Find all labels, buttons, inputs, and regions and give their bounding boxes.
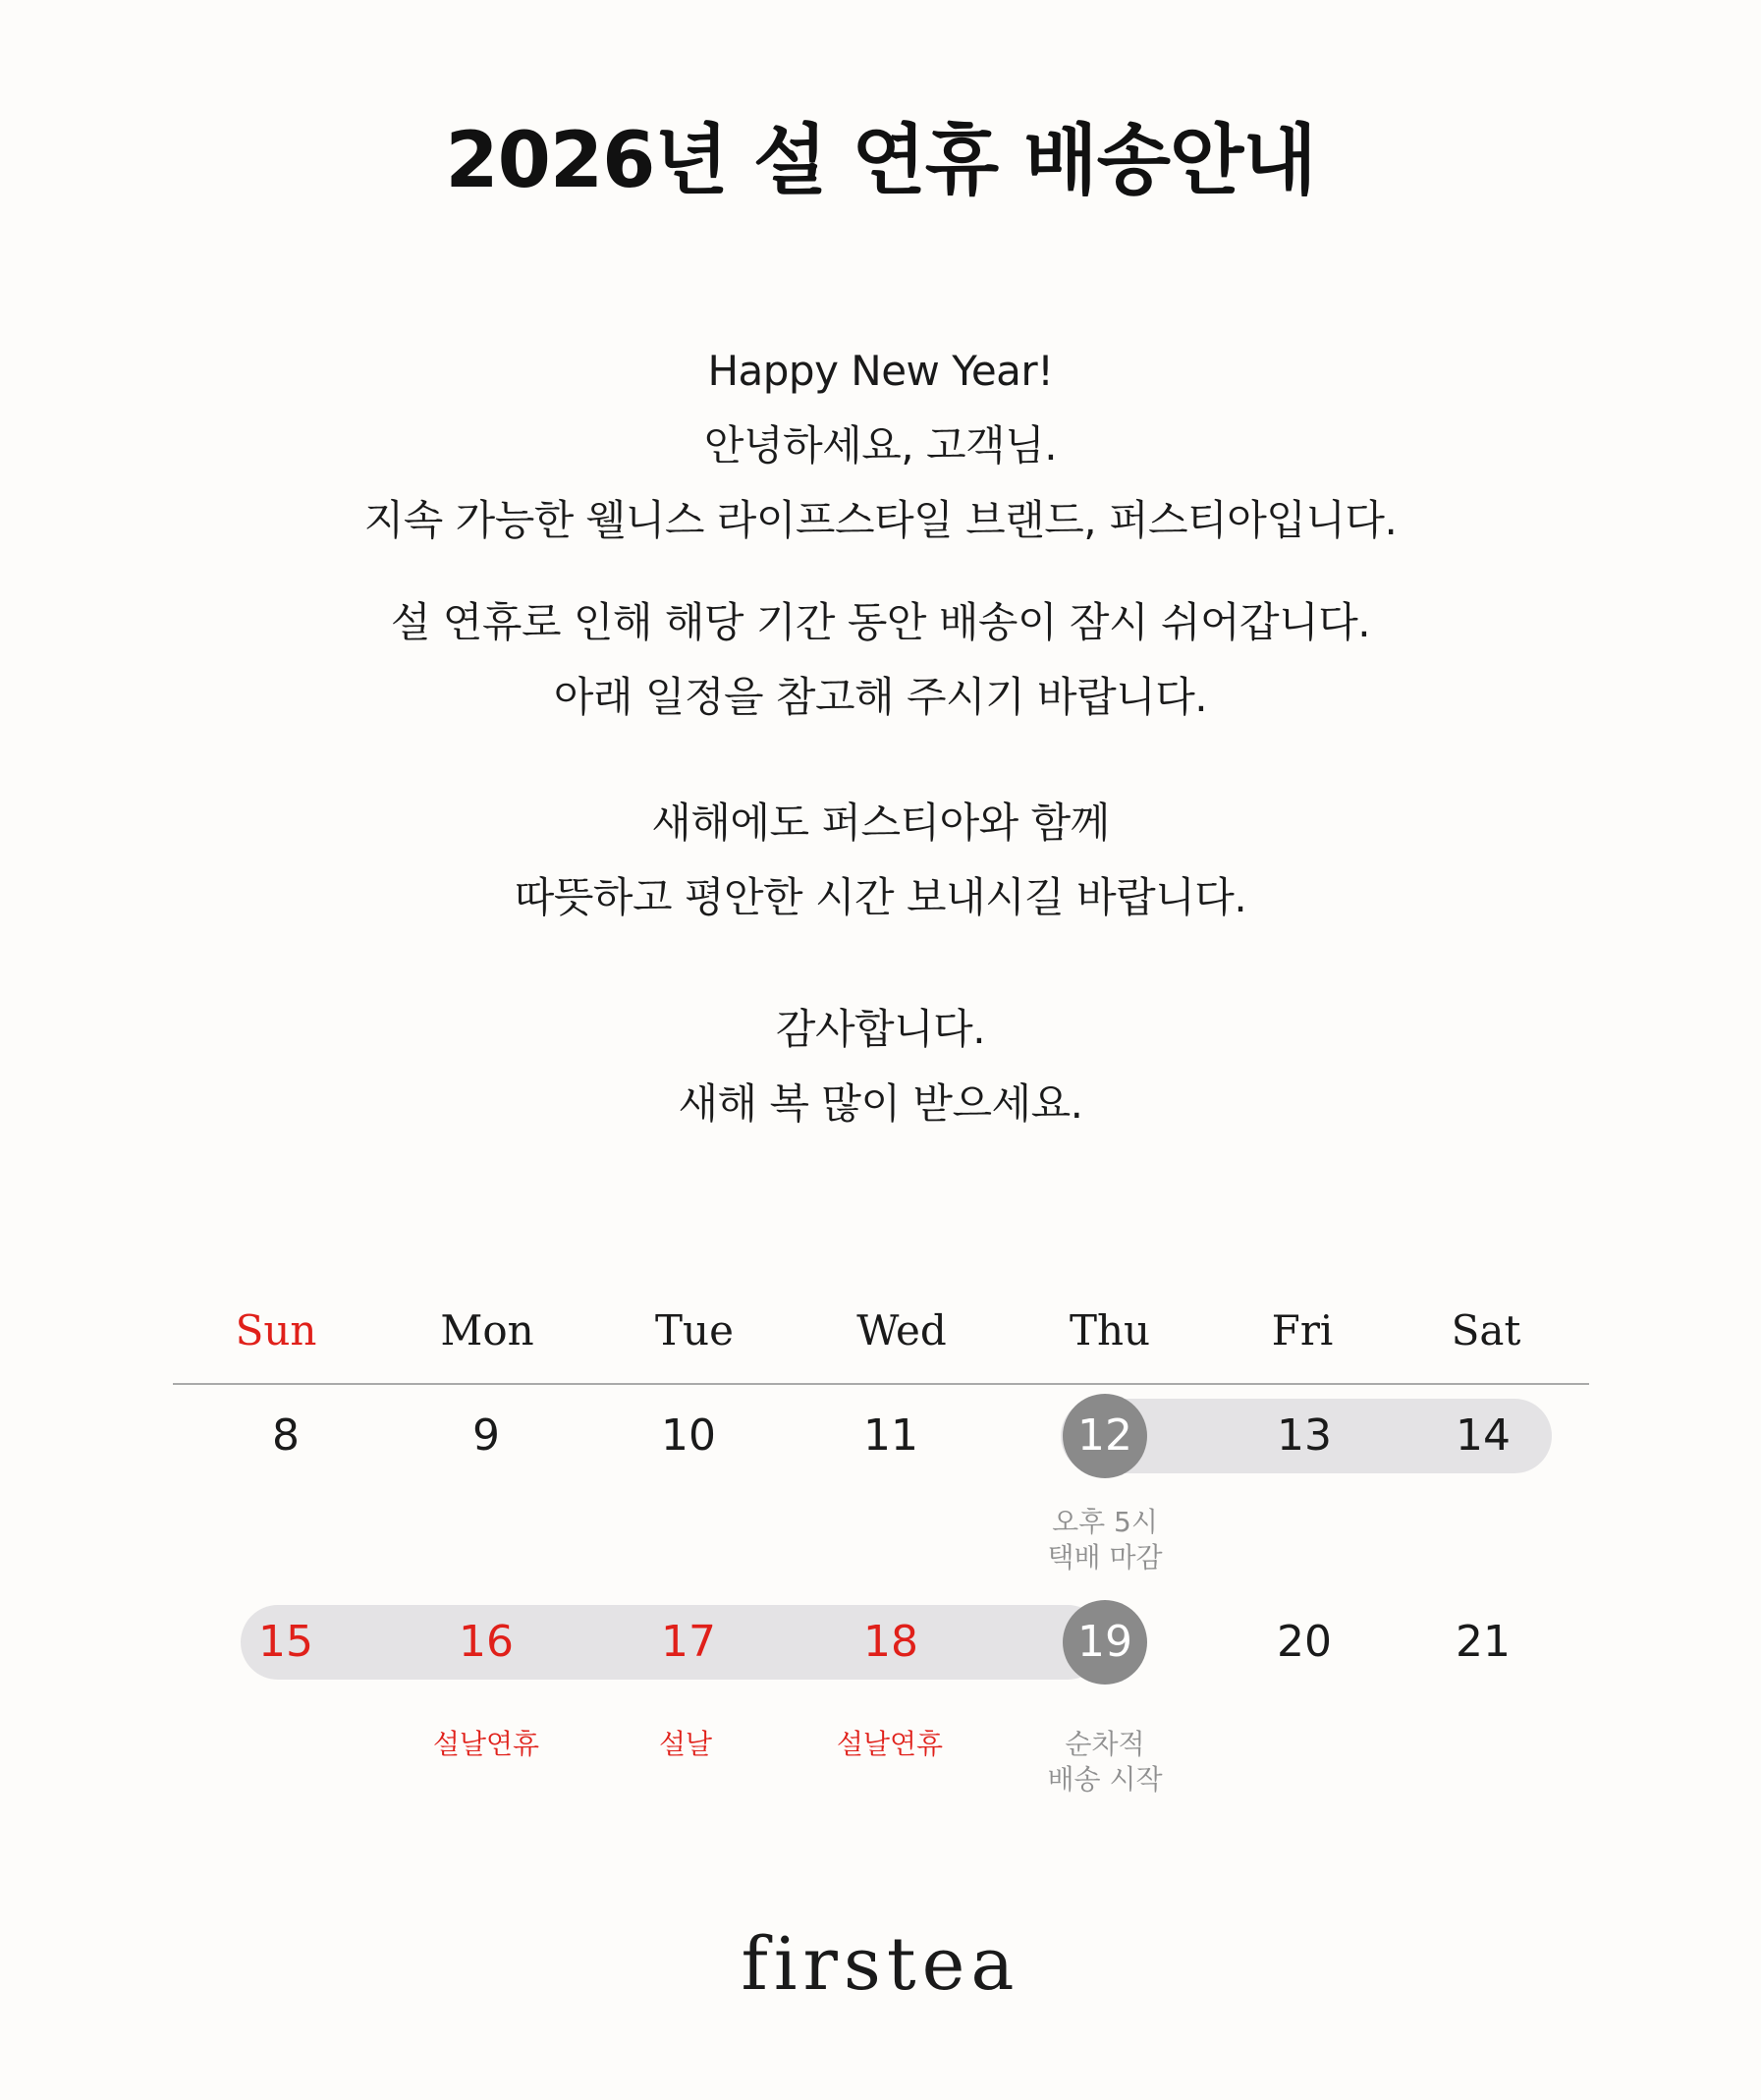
day-16: 16 [459, 1617, 514, 1667]
day-14: 14 [1456, 1410, 1511, 1461]
day-11: 11 [863, 1410, 918, 1461]
day-20: 20 [1277, 1617, 1332, 1667]
note-delivery-resume-line-1: 순차적 [1065, 1728, 1145, 1760]
note-courier-cutoff [987, 1505, 1223, 1575]
wish-line-2: 따뜻하고 평안한 시간 보내시길 바랍니다. [514, 873, 1247, 921]
closing-line-1: 감사합니다. [775, 1005, 986, 1053]
note-holiday-17: 설날 [658, 1728, 713, 1760]
brand-logo: firstea [741, 1922, 1020, 2007]
day-18: 18 [863, 1617, 918, 1667]
day-21: 21 [1456, 1617, 1511, 1667]
note-courier-cutoff-line-1: 오후 5시 [1052, 1506, 1158, 1538]
note-delivery-resume [987, 1727, 1223, 1797]
weekday-tue: Tue [655, 1306, 734, 1354]
calendar-divider [173, 1383, 1589, 1385]
day-9: 9 [472, 1410, 500, 1461]
day-19: 19 [1077, 1617, 1132, 1667]
note-delivery-resume-line-2: 배송 시작 [1047, 1763, 1163, 1796]
weekday-mon: Mon [440, 1306, 534, 1354]
note-courier-cutoff-line-2: 택배 마감 [1047, 1541, 1163, 1574]
greeting-line-3: 지속 가능한 웰니스 라이프스타일 브랜드, 퍼스티아입니다. [363, 496, 1398, 544]
page-title: 2026년 설 연휴 배송안내 [445, 117, 1316, 205]
day-12: 12 [1077, 1410, 1132, 1461]
day-10: 10 [661, 1410, 716, 1461]
day-8: 8 [272, 1410, 300, 1461]
greeting-line-2: 안녕하세요, 고객님. [703, 421, 1058, 470]
weekday-sat: Sat [1451, 1306, 1521, 1354]
greeting-line-1: Happy New Year! [707, 347, 1054, 395]
note-holiday-16: 설날연휴 [432, 1728, 540, 1760]
notice-line-2: 아래 일정을 참고해 주시기 바랍니다. [553, 673, 1208, 721]
closing-line-2: 새해 복 많이 받으세요. [678, 1079, 1083, 1128]
weekday-thu: Thu [1069, 1306, 1151, 1354]
weekday-wed: Wed [856, 1306, 947, 1354]
wish-line-1: 새해에도 퍼스티아와 함께 [651, 799, 1110, 847]
weekday-sun: Sun [235, 1306, 317, 1354]
day-15: 15 [258, 1617, 313, 1667]
note-holiday-18: 설날연휴 [836, 1728, 944, 1760]
day-13: 13 [1277, 1410, 1332, 1461]
day-17: 17 [661, 1617, 716, 1667]
weekday-fri: Fri [1271, 1306, 1334, 1354]
notice-line-1: 설 연휴로 인해 해당 기간 동안 배송이 잠시 쉬어갑니다. [390, 598, 1371, 646]
